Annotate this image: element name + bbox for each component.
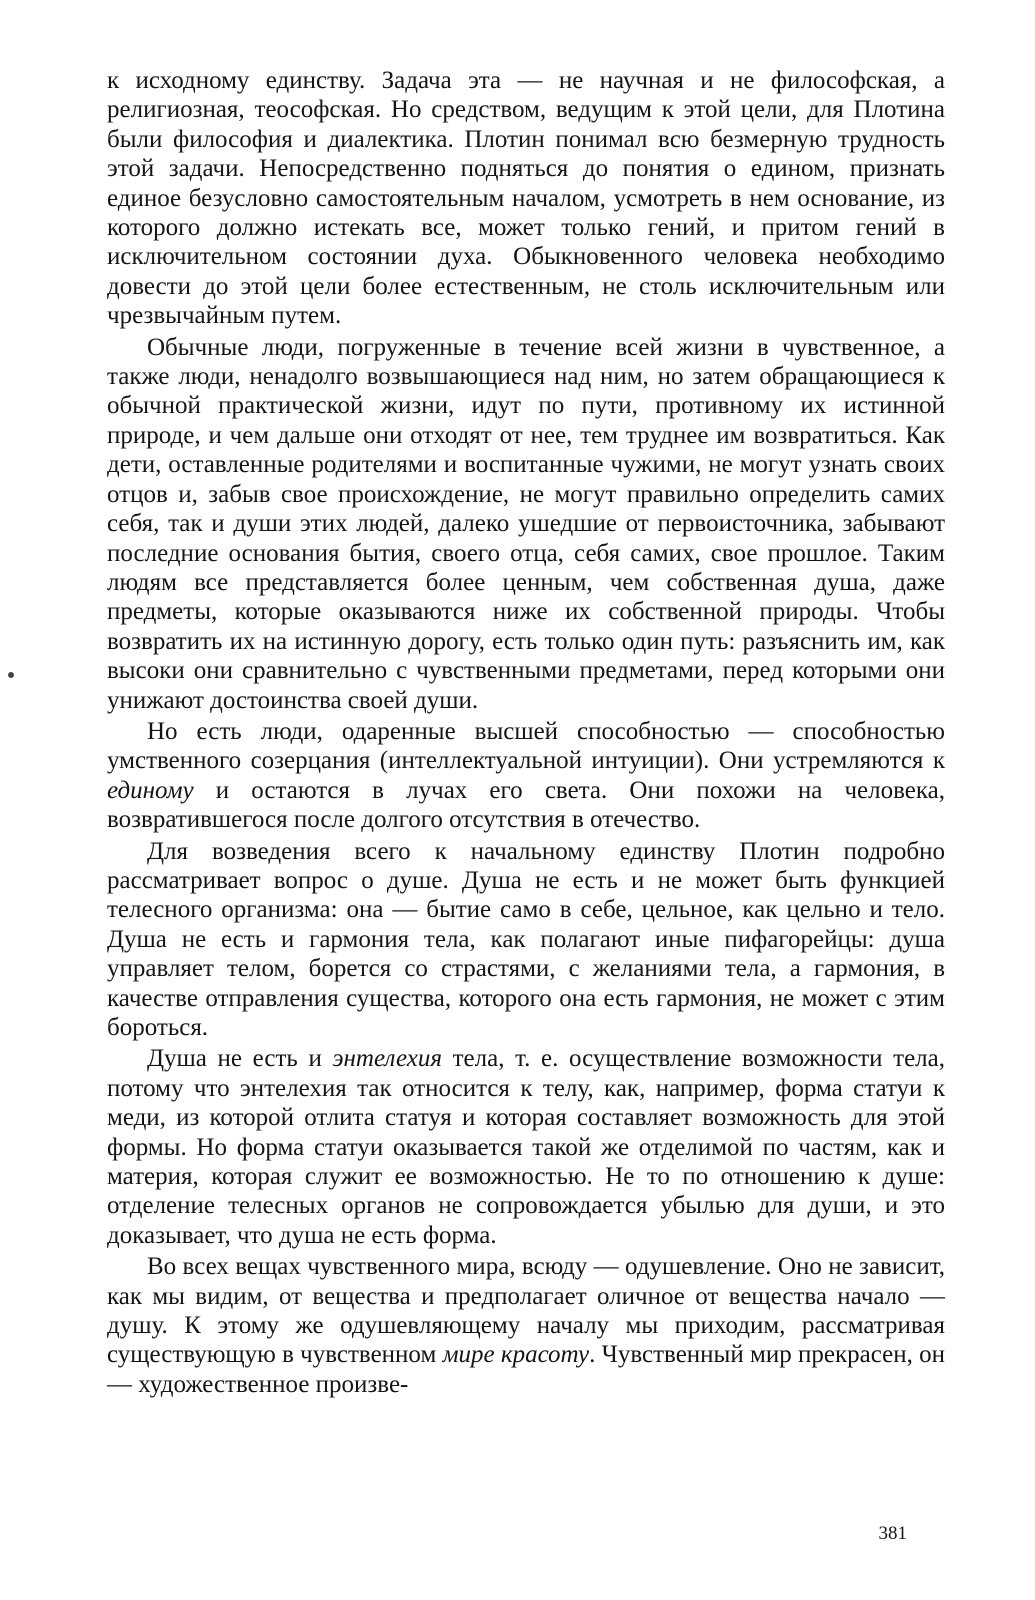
paragraph-6-text-a: Во всех вещах чувственного мира, всюду — одушевление. Оно не зависит, как мы видим, от вещества и предполагает оличное от вещества начало — душу. К этому же одушевляющему началу мы приходим, рассматривая существующую в чувственном (107, 1253, 945, 1369)
paragraph-3-text-b: и остаются в лучах его света. Они похожи на человека, возвратившегося после долгого отсутствия в отечество. (107, 776, 945, 834)
paragraph-6-text-b: . Чувственный мир прекрасен, он — художественное произве- (107, 1341, 945, 1398)
paragraph-3 (107, 717, 945, 835)
paragraph-1-text: к исходному единству. Задача эта — не научная и не философская, а религиозная, теософская. Но средством, ведущим к этой цели, для Плотина были философия и диалектика. Плотин понимал всю безмерную трудность этой задачи. Непосредственно подняться до понятия о едином, признать единое безусловно самостоятельным началом, усмотреть в нем основание, из которого должно истекать все, может только гений, и притом гений в исключительном состоянии духа. Обыкновенного человека необходимо довести до этой цели более естественным, не столь исключительным или чрезвычайным путем. (107, 67, 945, 330)
paragraph-2 (107, 333, 945, 715)
paragraph-3-italic-term: единому (107, 776, 194, 804)
paragraph-5 (107, 1044, 945, 1250)
paragraph-4 (107, 837, 945, 1043)
paragraph-4-text: Для возведения всего к начальному единству Плотин подробно рассматривает вопрос о душе. Душа не есть и не может быть функцией телесного организма: она — бытие само в себе, цельное, как цельно и тело. Душа не есть и гармония тела, как полагают иные пифагорейцы: душа управляет телом, борется со страстями, с желаниями тела, а гармония, в качестве отправления существа, которого она есть гармония, не может с этим бороться. (107, 837, 945, 1041)
page-body (107, 66, 945, 1401)
paragraph-3-text-a: Но есть люди, одаренные высшей способностью — способностью умственного созерцания (интеллектуальной интуиции). Они устремляются к (107, 717, 945, 775)
paragraph-5-text-a: Душа не есть и (147, 1045, 333, 1073)
paragraph-1 (107, 66, 945, 331)
paragraph-2-text: Обычные люди, погруженные в течение всей жизни в чувственное, а также люди, ненадолго возвышающиеся над ним, но затем обращающиеся к обычной практической жизни, идут по пути, противному их истинной природе, и чем дальше они отходят от нее, тем труднее им возвратиться. Как дети, оставленные родителями и воспитанные чужими, не могут узнать своих отцов и, забыв свое происхождение, не могут правильно определить самих себя, так и души этих людей, далеко ушедшие от первоисточника, забывают последние основания бытия, своего отца, себя самих, свое прошлое. Таким людям все представляется более ценным, чем собственная душа, даже предметы, которые оказываются ниже их собственной природы. Чтобы возвратить их на истинную дорогу, есть только один путь: разъяснить им, как высоки они сравнительно с чувственными предметами, перед которыми они унижают достоинства своей души. (107, 333, 945, 714)
paragraph-5-italic-term: энтелехия (332, 1045, 442, 1073)
paragraph-6 (107, 1252, 945, 1399)
margin-speck (8, 672, 14, 678)
paragraph-6-italic-term: мире красоту (442, 1341, 590, 1369)
page-number: 381 (878, 1523, 907, 1544)
paragraph-5-text-b: тела, т. е. осуществление возможности тела, потому что энтелехия так относится к телу, как, например, форма статуи к меди, из которой отлита статуя и которая составляет возможность для этой формы. Но форма статуи оказывается такой же отделимой по частям, как и материя, которая служит ее возможностью. Не то по отношению к душе: отделение телесных органов не сопровождается убылью для души, и это доказывает, что душа не есть форма. (107, 1045, 945, 1249)
